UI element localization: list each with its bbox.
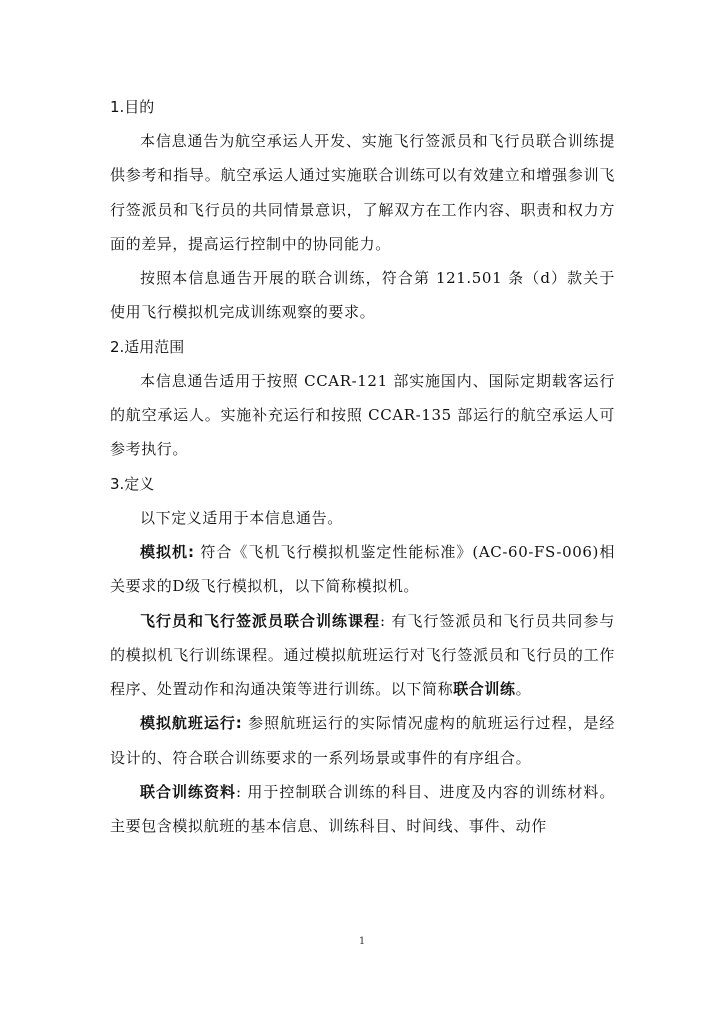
definition-simulated-operation [110, 706, 615, 775]
section-heading-definitions: 3.定义 [110, 474, 155, 493]
definition-text-joint-course: : 有飞行签派员和飞行员共同参与的模拟机飞行训练课程。通过模拟航班运行对飞行签派员和飞行员的工作程序、处置动作和沟通决策等进行训练。以下简称 [110, 611, 615, 699]
page-number: 1 [358, 936, 366, 947]
definition-term-joint-course: 飞行员和飞行签派员联合训练课程 [140, 611, 380, 630]
paragraph-purpose-1: 本信息通告为航空承运人开发、实施飞行签派员和飞行员联合训练提供参考和指导。航空承运人通过实施联合训练可以有效建立和增强参训飞行签派员和飞行员的共同情景意识，了解双方在工作内容、职责和权力方面的差异，提高运行控制中的协同能力。 [110, 132, 615, 253]
definition-joint-course [110, 604, 615, 707]
definition-text-simulated-operation: 参照航班运行的实际情况虚构的航班运行过程，是经设计的、符合联合训练要求的一系列场景或事件的有序组合。 [110, 714, 616, 767]
paragraph-purpose-2: 按照本信息通告开展的联合训练，符合第 121.501 条（d）款关于使用飞行模拟机完成训练观察的要求。 [110, 269, 615, 322]
definition-term-simulated-operation: 模拟航班运行: [140, 714, 243, 733]
definition-term-simulator: 模拟机: [140, 542, 195, 561]
paragraph-definitions-intro: 以下定义适用于本信息通告。 [140, 508, 343, 527]
definition-text-training-materials: : 用于控制联合训练的科目、进度及内容的训练材料。主要包含模拟航班的基本信息、训练科目、时间线、事件、动作 [110, 783, 615, 836]
section-heading-purpose: 1.目的 [110, 98, 155, 116]
definition-text-simulator: 符合《飞机飞行模拟机鉴定性能标准》(AC-60-FS-006)相关要求的D级飞行模拟机，以下简称模拟机。 [110, 542, 615, 596]
definition-term-training-materials: 联合训练资料 [140, 783, 236, 802]
paragraph-scope-1: 本信息通告适用于按照 CCAR-121 部实施国内、国际定期载客运行的航空承运人。实施补充运行和按照 CCAR-135 部运行的航空承运人可参考执行。 [110, 371, 615, 459]
definition-short-name-joint-training: 联合训练 [453, 680, 516, 699]
definition-simulator [110, 535, 615, 604]
definition-end-joint-course: 。 [515, 680, 532, 699]
document-body [110, 90, 615, 844]
definition-training-materials [110, 775, 615, 844]
section-heading-scope: 2.适用范围 [110, 337, 185, 356]
